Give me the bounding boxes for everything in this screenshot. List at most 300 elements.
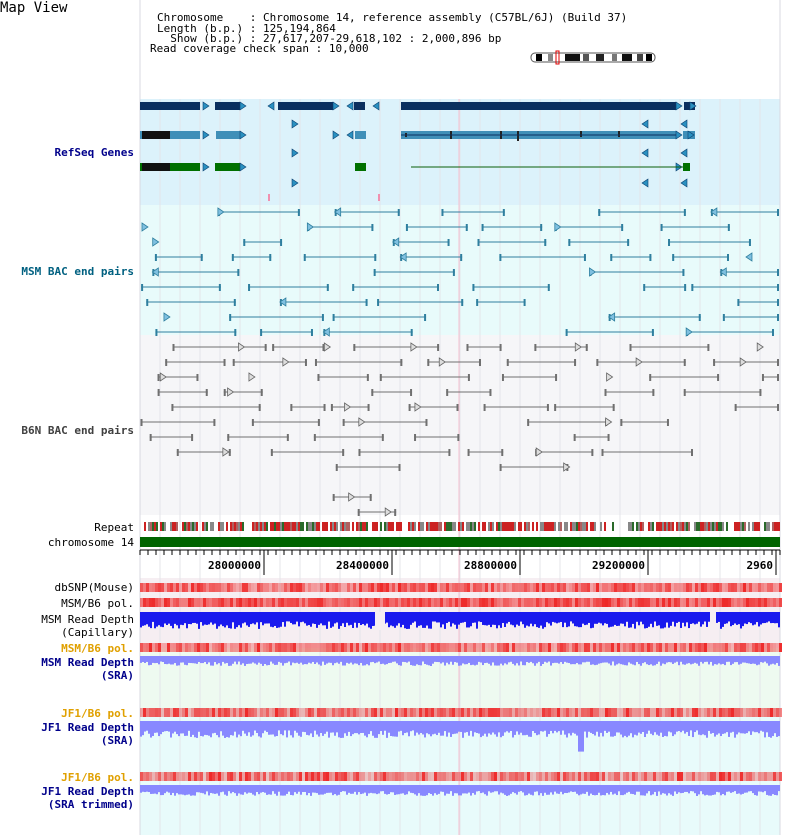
jf1-depth-trim-bar [540,785,542,793]
msm-b6-pol-sra-cell [491,643,494,652]
jf1-depth-sra-bar [552,721,554,733]
msm-b6-pol-sra-cell [350,643,353,652]
msm-depth-sra-bar [380,656,382,664]
msm-b6-pol-sra-cell [167,643,170,652]
msm-depth-sra-bar [316,656,318,662]
jf1-depth-sra-bar [480,721,482,737]
msm-depth-sra-bar [292,656,294,663]
jf1-depth-trim-bar [734,785,736,791]
jf1-b6-pol-trim-cell [284,772,287,781]
repeat-element [738,522,740,531]
jf1-depth-trim-bar [664,785,666,794]
msm-b6-pol-sra-cell [578,643,581,652]
jf1-depth-sra-bar [628,721,630,736]
msm-depth-cap-bar [658,612,660,625]
jf1-depth-sra-bar [460,721,462,732]
msm-depth-cap-bar [302,612,304,622]
refseq-gene-1-exon [278,102,333,110]
msm-depth-cap-bar [326,612,328,629]
msm-bac-pair-end [568,239,570,246]
repeat-element [540,522,542,531]
b6n-bac-pair-end [353,344,355,351]
jf1-depth-trim-bar [268,785,270,794]
msm-bac-pair-end [627,239,629,246]
repeat-element [712,522,714,531]
jf1-b6-pol-trim-cell [230,772,233,781]
msm-b6-pol-cell [683,598,686,607]
show-label: Show (b.p.) [157,32,244,45]
msm-b6-pol-sra-cell [692,643,695,652]
b6n-bac-pair-end [456,404,458,411]
dbsnp-cell [770,583,773,592]
dbsnp-cell [167,583,170,592]
jf1-depth-trim-bar [770,785,772,796]
dbsnp-cell [692,583,695,592]
jf1-depth-trim-bar [766,785,768,795]
msm-depth-cap-bar [140,612,142,627]
msm-depth-sra-bar [512,656,514,664]
jf1-b6-pol-trim-cell [518,772,521,781]
jf1-b6-pol-trim-cell [596,772,599,781]
jf1-depth-trim-bar [618,785,620,791]
msm-depth-sra-bar [416,656,418,664]
jf1-depth-sra-bar [734,721,736,738]
msm-b6-pol-cell [266,598,269,607]
msm-b6-pol-cell [746,598,749,607]
jf1-depth-trim-bar [470,785,472,796]
ideogram-band [583,54,589,61]
msm-b6-pol-cell [269,598,272,607]
msm-depth-cap-bar [688,612,690,628]
jf1-b6-pol-cell [200,708,203,717]
msm-depth-cap-bar [558,612,560,623]
repeat-element [698,522,700,531]
msm-bac-pair-end [460,254,462,261]
msm-depth-cap-bar [230,612,232,629]
jf1-depth-trim-bar [228,785,230,791]
dbsnp-cell [533,583,536,592]
jf1-depth-trim-bar [366,785,368,796]
msm-b6-pol-cell [656,598,659,607]
jf1-depth-trim-bar [476,785,478,791]
msm-b6-pol-sra-cell [548,643,551,652]
repeat-element [292,522,294,531]
jf1-b6-pol-cell [140,708,143,717]
jf1-depth-trim-bar [674,785,676,791]
msm-depth-cap-bar [682,612,684,623]
msm-depth-sra-bar [178,656,180,665]
jf1-b6-pol-trim-cell [326,772,329,781]
jf1-b6-pol-trim-cell [260,772,263,781]
msm-depth-cap-bar [706,612,708,627]
msm-depth-sra-bar [368,656,370,665]
jf1-depth-sra-bar [586,721,588,738]
dbsnp-cell [509,583,512,592]
b6n-bac-pair-end [324,404,326,411]
msm-depth-sra-bar [670,656,672,662]
jf1-depth-trim-bar [554,785,556,792]
msm-depth-sra-bar [328,656,330,663]
repeat-element [458,522,460,531]
msm-b6-pol-sra-cell [422,643,425,652]
msm-depth-sra-bar [740,656,742,664]
msm-b6-pol-sra-cell [380,643,383,652]
refseq-gene-3-strand-arrow [240,163,246,171]
msm-depth-cap-bar [678,612,680,622]
jf1-depth-trim-bar [638,785,640,792]
jf1-depth-sra-bar [238,721,240,735]
jf1-depth-sra-bar [288,721,290,730]
jf1-depth-sra-bar [600,721,602,733]
refseq-gene-3-utr [142,163,170,171]
b6n-bac-pair-end [177,449,179,456]
msm-depth-sra-bar [672,656,674,664]
msm-depth-cap-bar [458,612,460,625]
msm-depth-sra-bar [502,656,504,665]
msm-depth-sra-bar [350,656,352,663]
repeat-element [552,522,554,531]
msm-depth-sra-bar [450,656,452,662]
jf1-depth-trim-bar [536,785,538,791]
msm-depth-sra-bar [620,656,622,664]
msm-bac-end-arrow [142,223,148,231]
jf1-depth-sra-bar [302,721,304,732]
msm-b6-pol-sra-cell [764,643,767,652]
msm-bac-pair-end [524,299,526,306]
msm-b6-pol-sra-cell [599,643,602,652]
msm-depth-sra-bar [318,656,320,664]
msm-depth-cap-label-1: MSM Read Depth [41,613,134,626]
msm-b6-pol-sra-cell [362,643,365,652]
jf1-b6-pol-cell [230,708,233,717]
jf1-depth-sra-bar [298,721,300,736]
jf1-depth-trim-bar [622,785,624,795]
jf1-depth-sra-bar [758,721,760,733]
msm-depth-sra-bar [692,656,694,664]
jf1-depth-sra-bar [194,721,196,737]
msm-b6-pol-sra-cell [731,643,734,652]
msm-depth-sra-bar [758,656,760,665]
jf1-depth-sra-bar [218,721,220,737]
jf1-b6-pol-cell [395,708,398,717]
msm-b6-pol-sra-cell [749,643,752,652]
repeat-element [514,522,516,531]
msm-b6-pol-cell [452,598,455,607]
jf1-b6-pol-trim-cell [722,772,725,781]
jf1-depth-trim-bar [716,785,718,792]
dbsnp-cell [560,583,563,592]
dbsnp-cell [203,583,206,592]
msm-depth-sra-bar [708,656,710,664]
jf1-b6-pol-cell [353,708,356,717]
msm-b6-pol-cell [158,598,161,607]
repeat-element [636,522,638,531]
jf1-b6-pol-trim-cell [524,772,527,781]
dbsnp-cell [716,583,719,592]
jf1-b6-pol-trim-cell [185,772,188,781]
msm-depth-cap-bar [464,612,466,622]
msm-depth-cap-bar [266,612,268,623]
msm-b6-pol-cell [341,598,344,607]
msm-depth-cap-bar [550,612,552,626]
jf1-depth-sra-bar [150,721,152,738]
msm-b6-pol-sra-cell [215,643,218,652]
msm-b6-pol-cell [371,598,374,607]
msm-b6-pol-sra-cell [164,643,167,652]
msm-depth-cap-bar [654,612,656,621]
jf1-depth-sra-bar [502,721,504,736]
repeat-element [210,522,212,531]
msm-b6-pol-cell [179,598,182,607]
repeat-element [144,522,146,531]
msm-depth-cap-bar [364,612,366,625]
msm-depth-sra-bar [454,656,456,662]
msm-depth-sra-bar [634,656,636,665]
dbsnp-cell [713,583,716,592]
msm-b6-pol-sra-cell [374,643,377,652]
refseq-gene-2-exon-tick [618,131,620,137]
repeat-element [670,522,672,531]
msm-b6-pol-cell [374,598,377,607]
msm-bac-pair-end [772,329,774,336]
dbsnp-cell [695,583,698,592]
jf1-b6-pol-cell [500,708,503,717]
dbsnp-cell [410,583,413,592]
msm-depth-sra-bar [142,656,144,662]
msm-bac-pair-end [366,299,368,306]
repeat-element [656,522,658,531]
jf1-b6-pol-cell [509,708,512,717]
jf1-depth-sra-bar [338,721,340,737]
msm-depth-sra-bar [566,656,568,663]
msm-depth-sra-bar [230,656,232,666]
jf1-depth-trim-bar [456,785,458,793]
dbsnp-cell [305,583,308,592]
jf1-depth-trim-bar [368,785,370,793]
msm-b6-pol-sra-cell [539,643,542,652]
jf1-depth-trim-bar [494,785,496,791]
b6n-bac-pair-end [272,344,274,351]
jf1-depth-trim-bar [566,785,568,793]
msm-b6-pol-sra-cell [683,643,686,652]
dbsnp-cell [311,583,314,592]
msm-bac-pair-end [201,254,203,261]
dbsnp-cell [293,583,296,592]
msm-depth-sra-bar [668,656,670,662]
jf1-depth-sra-bar [240,721,242,736]
msm-depth-cap-bar [562,612,564,627]
msm-b6-pol-sra-cell [629,643,632,652]
repeat-element [708,522,710,531]
jf1-b6-pol-cell [470,708,473,717]
msm-b6-pol-cell [695,598,698,607]
dbsnp-cell [485,583,488,592]
msm-b6-pol-sra-cell [563,643,566,652]
msm-b6-pol-sra-cell [143,643,146,652]
jf1-b6-pol-trim-cell [299,772,302,781]
jf1-depth-trim-bar [412,785,414,793]
jf1-depth-sra-bar [724,721,726,733]
jf1-depth-sra-bar [198,721,200,732]
msm-b6-pol-cell [335,598,338,607]
msm-b6-pol-sra-cell [638,643,641,652]
msm-depth-sra-bar [770,656,772,664]
dbsnp-cell [389,583,392,592]
jf1-depth-trim-bar [274,785,276,794]
msm-b6-pol-sra-cell [140,643,143,652]
jf1-depth-trim-bar [578,785,580,795]
jf1-depth-sra-bar [258,721,260,736]
jf1-depth-sra-bar [500,721,502,737]
jf1-depth-sra-bar [426,721,428,733]
refseq-gene-2-utr [142,131,170,139]
msm-depth-cap-bar [736,612,738,625]
msm-b6-pol-cell [599,598,602,607]
jf1-b6-pol-trim-cell [659,772,662,781]
jf1-depth-trim-bar [260,785,262,793]
jf1-depth-trim-bar [166,785,168,792]
msm-depth-sra-bar [774,656,776,665]
msm-b6-pol-sra-cell [710,643,713,652]
msm-depth-cap-bar [676,612,678,623]
msm-b6-pol-cell [470,598,473,607]
axis-tick-label: 29200000 [592,559,645,572]
jf1-b6-pol-cell [503,708,506,717]
msm-depth-cap-bar [232,612,234,622]
msm-depth-cap-bar [708,612,710,622]
msm-depth-sra-bar [242,656,244,663]
b6n-bac-pair-end [380,374,382,381]
msm-depth-cap-bar [306,612,308,626]
msm-depth-sra-bar [156,656,158,663]
jf1-depth-sra-bar [462,721,464,738]
msm-bac-pair-end [684,284,686,291]
refseq-gene-1-strand-arrow [333,102,339,110]
dbsnp-cell [518,583,521,592]
msm-depth-cap-bar [432,612,434,621]
msm-depth-cap-bar [348,612,350,625]
msm-b6-pol-sra-cell [404,643,407,652]
msm-b6-pol-cell [230,598,233,607]
msm-depth-cap-bar [144,612,146,625]
repeat-element [296,522,298,531]
msm-depth-sra-bar [630,656,632,664]
dbsnp-cell [683,583,686,592]
jf1-depth-trim-bar [372,785,374,793]
msm-depth-cap-bar [396,612,398,626]
msm-b6-pol-sra-cell [752,643,755,652]
msm-b6-pol-sra-cell [542,643,545,652]
jf1-depth-trim-bar [736,785,738,794]
msm-depth-cap-bar [474,612,476,623]
dbsnp-cell [143,583,146,592]
jf1-b6-pol-cell [683,708,686,717]
msm-depth-cap-bar [478,612,480,621]
msm-b6-pol-cell [497,598,500,607]
msm-depth-sra-bar [320,656,322,666]
jf1-depth-sra-bar [558,721,560,731]
refseq-gene-2-strand-arrow [203,131,209,139]
msm-depth-sra-bar [290,656,292,665]
msm-depth-cap-bar [214,612,216,624]
msm-depth-sra-bar [710,656,712,662]
msm-b6-pol-sra-cell [635,643,638,652]
dbsnp-cell [767,583,770,592]
msm-depth-cap-bar [406,612,408,629]
msm-depth-cap-bar [514,612,516,627]
b6n-bac-end-arrow [238,343,244,351]
b6n-bac-pair-end [287,434,289,441]
jf1-b6-pol-cell [173,708,176,717]
msm-depth-sra-bar [728,656,730,662]
jf1-depth-trim-bar [284,785,286,796]
jf1-depth-sra-bar [272,721,274,734]
msm-b6-pol-cell [362,598,365,607]
msm-depth-sra-bar [204,656,206,662]
jf1-b6-pol-cell [221,708,224,717]
jf1-depth-trim-bar [656,785,658,796]
msm-b6-pol-cell [197,598,200,607]
jf1-b6-pol-trim-cell [476,772,479,781]
msm-depth-cap-bar [296,612,298,622]
repeat-element [546,522,548,531]
dbsnp-cell [182,583,185,592]
repeat-element [524,522,526,531]
msm-b6-pol-sra-cell [509,643,512,652]
msm-depth-sra-bar [612,656,614,662]
dbsnp-cell [620,583,623,592]
msm-bac-pair-end [322,314,324,321]
dbsnp-cell [623,583,626,592]
msm-depth-sra-bar [428,656,430,665]
jf1-depth-sra-bar [160,721,162,734]
b6n-bac-pair-end [777,359,779,366]
msm-depth-cap-bar [660,612,662,628]
msm-depth-cap-bar [690,612,692,624]
jf1-depth-trim-bar [396,785,398,794]
dbsnp-cell [557,583,560,592]
msm-b6-pol-sra-cell [347,643,350,652]
msm-depth-sra-bar [250,656,252,664]
jf1-depth-trim-bar [264,785,266,793]
msm-depth-sra-bar [392,656,394,662]
msm-b6-pol-sra-cell [476,643,479,652]
b6n-bac-pair-end [649,374,651,381]
msm-depth-sra-bar [324,656,326,665]
msm-b6-pol-sra-cell [434,643,437,652]
jf1-b6-pol-cell [488,708,491,717]
msm-b6-pol-sra-cell [722,643,725,652]
jf1-b6-pol-cell [638,708,641,717]
dbsnp-cell [539,583,542,592]
repeat-label: Repeat [94,521,134,534]
jf1-depth-trim-bar [614,785,616,794]
dbsnp-cell [248,583,251,592]
repeat-element [740,522,742,531]
jf1-b6-pol-cell [692,708,695,717]
msm-b6-pol-cell [617,598,620,607]
msm-depth-cap-bar [498,612,500,625]
jf1-b6-pol-trim-cell [641,772,644,781]
repeat-element [686,522,688,531]
jf1-b6-pol-cell [590,708,593,717]
msm-depth-cap-bar [174,612,176,624]
jf1-depth-trim-bar [330,785,332,793]
jf1-depth-trim-bar [182,785,184,795]
refseq-gene-2-exon-tick [580,131,582,137]
jf1-b6-pol-trim-cell [725,772,728,781]
msm-depth-cap-bar [726,612,728,623]
